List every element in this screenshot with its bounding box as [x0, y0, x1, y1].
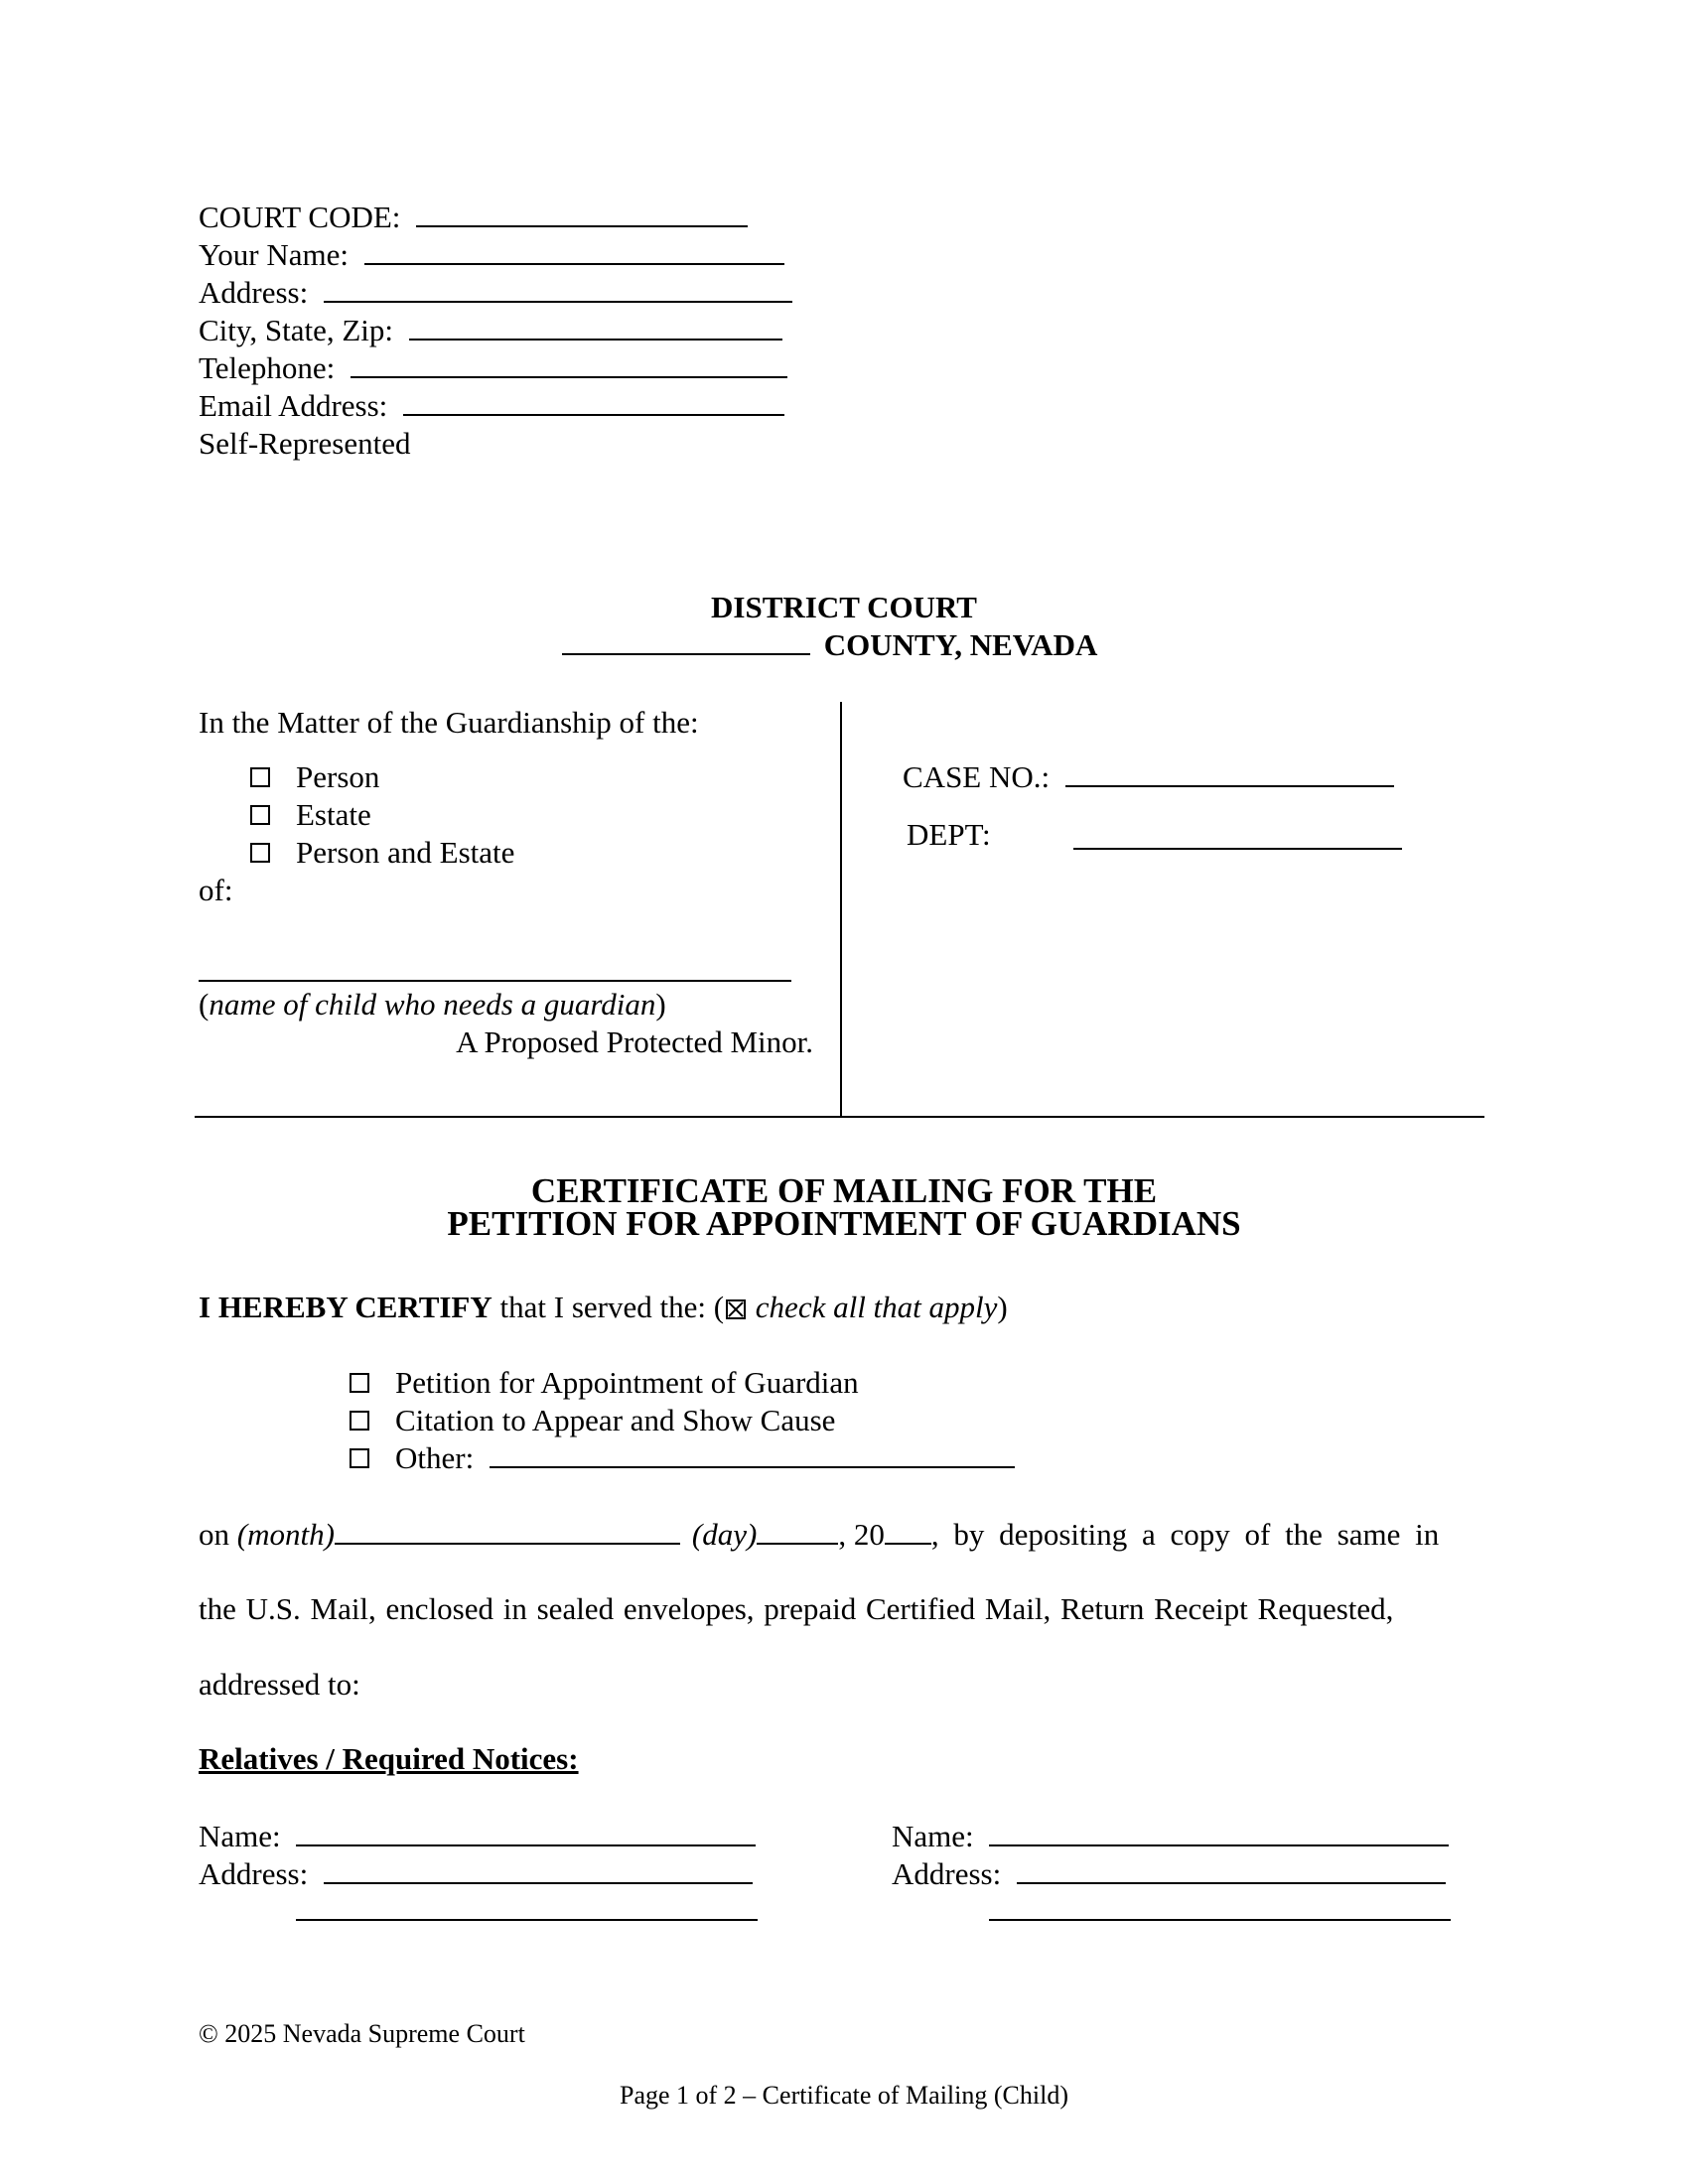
child-name-field[interactable]	[199, 980, 791, 982]
relatives-heading: Relatives / Required Notices:	[199, 1741, 579, 1776]
dept-field[interactable]	[1073, 848, 1402, 850]
person-and-estate-checkbox[interactable]	[250, 843, 270, 863]
telephone-row	[199, 349, 787, 387]
citation-checkbox[interactable]	[350, 1411, 369, 1431]
petition-checkbox[interactable]	[350, 1373, 369, 1393]
mailing-line-1: on (month) (day) , 20 , by depositing a copy of the same in	[199, 1517, 1440, 1552]
other-checkbox[interactable]	[350, 1448, 369, 1468]
telephone-label: Telephone:	[199, 350, 336, 385]
mailing-line-3: addressed to:	[199, 1667, 360, 1702]
county-row	[562, 626, 1097, 664]
page-footer: Page 1 of 2 – Certificate of Mailing (Child)	[619, 2081, 1068, 2110]
relative-1-address-field-2[interactable]	[296, 1919, 758, 1921]
relative-1-address-label: Address:	[199, 1856, 309, 1891]
relative-1-address-row	[199, 1855, 753, 1893]
case-no-field[interactable]	[1065, 759, 1394, 787]
email-row	[199, 387, 784, 425]
city-state-zip-field[interactable]	[409, 313, 782, 341]
case-no-row	[903, 758, 1394, 796]
court-code-row	[199, 199, 748, 236]
of-label: of:	[199, 873, 233, 907]
court-code-field[interactable]	[416, 200, 748, 227]
month-field[interactable]	[335, 1517, 680, 1545]
email-label: Email Address:	[199, 388, 388, 423]
self-represented: Self-Represented	[199, 426, 411, 461]
your-name-label: Your Name:	[199, 237, 349, 272]
city-state-zip-row	[199, 312, 782, 349]
dept-label: DEPT:	[907, 817, 991, 852]
court-code-label: COURT CODE:	[199, 200, 401, 234]
year-field[interactable]	[885, 1517, 931, 1545]
relative-2-address-label: Address:	[892, 1856, 1002, 1891]
person-option-label: Person	[296, 759, 380, 794]
relative-2-name-row	[892, 1818, 1449, 1855]
county-name-field[interactable]	[562, 627, 810, 655]
citation-item-label: Citation to Appear and Show Cause	[395, 1403, 836, 1437]
child-name-note: (name of child who needs a guardian)	[199, 987, 666, 1022]
telephone-field[interactable]	[351, 350, 787, 378]
day-field[interactable]	[757, 1517, 838, 1545]
matter-text: In the Matter of the Guardianship of the:	[199, 705, 699, 740]
relative-2-address-row	[892, 1855, 1446, 1893]
your-name-field[interactable]	[364, 237, 784, 265]
address-row	[199, 274, 792, 312]
other-field[interactable]	[490, 1440, 1015, 1468]
relative-1-name-label: Name:	[199, 1819, 281, 1853]
city-state-zip-label: City, State, Zip:	[199, 313, 394, 347]
county-label: COUNTY, NEVADA	[823, 627, 1098, 662]
certify-statement: I HEREBY CERTIFY that I served the: ( check all that apply)	[199, 1290, 1008, 1324]
your-name-row	[199, 236, 784, 274]
copyright: © 2025 Nevada Supreme Court	[199, 2019, 525, 2048]
court-title: DISTRICT COURT	[711, 590, 977, 624]
mailing-line-2: the U.S. Mail, enclosed in sealed envelopes, prepaid Certified Mail, Return Receipt Requested,	[199, 1591, 1394, 1626]
caption-vertical-divider	[840, 702, 842, 1118]
estate-option-label: Estate	[296, 797, 371, 832]
person-checkbox[interactable]	[250, 767, 270, 787]
other-row	[395, 1439, 1015, 1477]
relative-2-name-field[interactable]	[989, 1819, 1449, 1846]
document-title-line2: PETITION FOR APPOINTMENT OF GUARDIANS	[447, 1204, 1241, 1243]
relative-1-address-field[interactable]	[324, 1856, 753, 1884]
address-label: Address:	[199, 275, 309, 310]
case-no-label: CASE NO.:	[903, 759, 1051, 794]
document-title-line1: CERTIFICATE OF MAILING FOR THE	[530, 1171, 1158, 1210]
email-field[interactable]	[403, 388, 784, 416]
estate-checkbox[interactable]	[250, 805, 270, 825]
relative-2-address-field[interactable]	[1017, 1856, 1446, 1884]
other-item-label: Other:	[395, 1440, 475, 1475]
person-and-estate-option-label: Person and Estate	[296, 835, 515, 870]
proposed-minor: A Proposed Protected Minor.	[456, 1024, 813, 1059]
checked-box-icon	[726, 1299, 746, 1319]
caption-horizontal-divider	[195, 1116, 1484, 1118]
relative-1-name-field[interactable]	[296, 1819, 756, 1846]
relative-2-name-label: Name:	[892, 1819, 974, 1853]
address-field[interactable]	[324, 275, 792, 303]
petition-item-label: Petition for Appointment of Guardian	[395, 1365, 859, 1400]
relative-1-name-row	[199, 1818, 756, 1855]
relative-2-address-field-2[interactable]	[989, 1919, 1451, 1921]
